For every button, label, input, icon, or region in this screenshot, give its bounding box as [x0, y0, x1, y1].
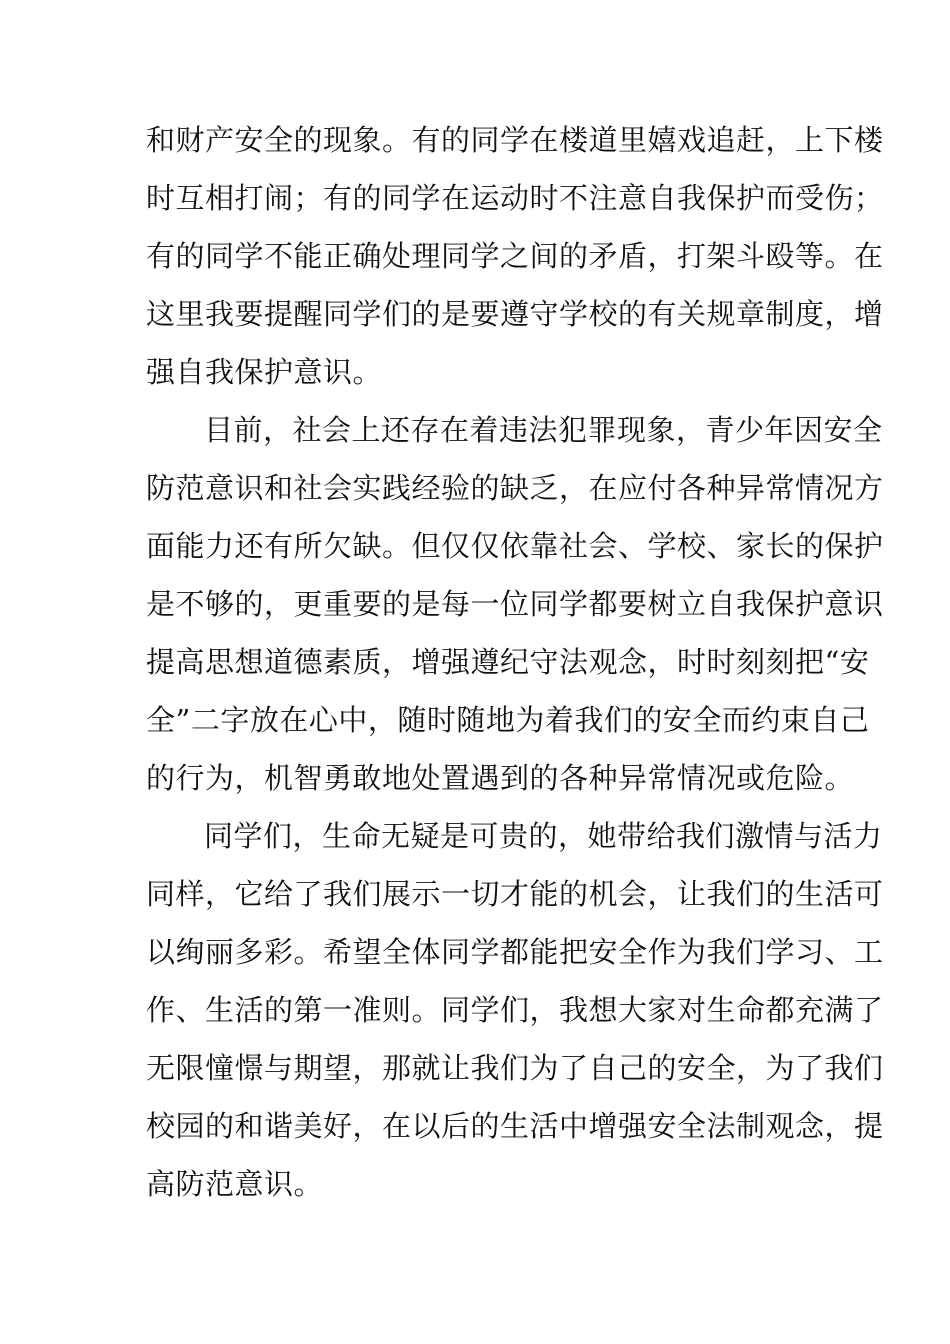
- text-line: 高防范意识。: [146, 1167, 324, 1201]
- text-line: 这里我要提醒同学们的是要遵守学校的有关规章制度，增: [146, 297, 884, 331]
- text-line: 无限憧憬与期望，那就让我们为了自己的安全，为了我们: [146, 1051, 884, 1085]
- text-line: 防范意识和社会实践经验的缺乏，在应付各种异常情况方: [146, 471, 884, 505]
- text-line: 全”二字放在心中，随时随地为着我们的安全而约束自己: [146, 703, 870, 737]
- text-line: 提高思想道德素质，增强遵纪守法观念，时时刻刻把“安: [146, 645, 870, 679]
- text-line: 校园的和谐美好，在以后的生活中增强安全法制观念，提: [146, 1109, 884, 1143]
- paragraph-start-line: 同学们，生命无疑是可贵的，她带给我们激情与活力: [204, 819, 883, 853]
- text-line: 面能力还有所欠缺。但仅仅依靠社会、学校、家长的保护: [146, 529, 884, 563]
- text-line: 有的同学不能正确处理同学之间的矛盾，打架斗殴等。在: [146, 239, 884, 273]
- text-line: 作、生活的第一准则。同学们，我想大家对生命都充满了: [146, 993, 884, 1027]
- paragraph-start-line: 目前，社会上还存在着违法犯罪现象，青少年因安全: [204, 413, 883, 447]
- text-line: 和财产安全的现象。有的同学在楼道里嬉戏追赶，上下楼: [146, 123, 884, 157]
- text-line: 的行为，机智勇敢地处置遇到的各种异常情况或危险。: [146, 761, 855, 795]
- text-line: 以绚丽多彩。希望全体同学都能把安全作为我们学习、工: [146, 935, 884, 969]
- text-line: 强自我保护意识。: [146, 355, 383, 389]
- text-line: 时互相打闹；有的同学在运动时不注意自我保护而受伤；: [146, 181, 884, 215]
- text-line: 同样，它给了我们展示一切才能的机会，让我们的生活可: [146, 877, 884, 911]
- text-line: 是不够的，更重要的是每一位同学都要树立自我保护意识: [146, 587, 884, 621]
